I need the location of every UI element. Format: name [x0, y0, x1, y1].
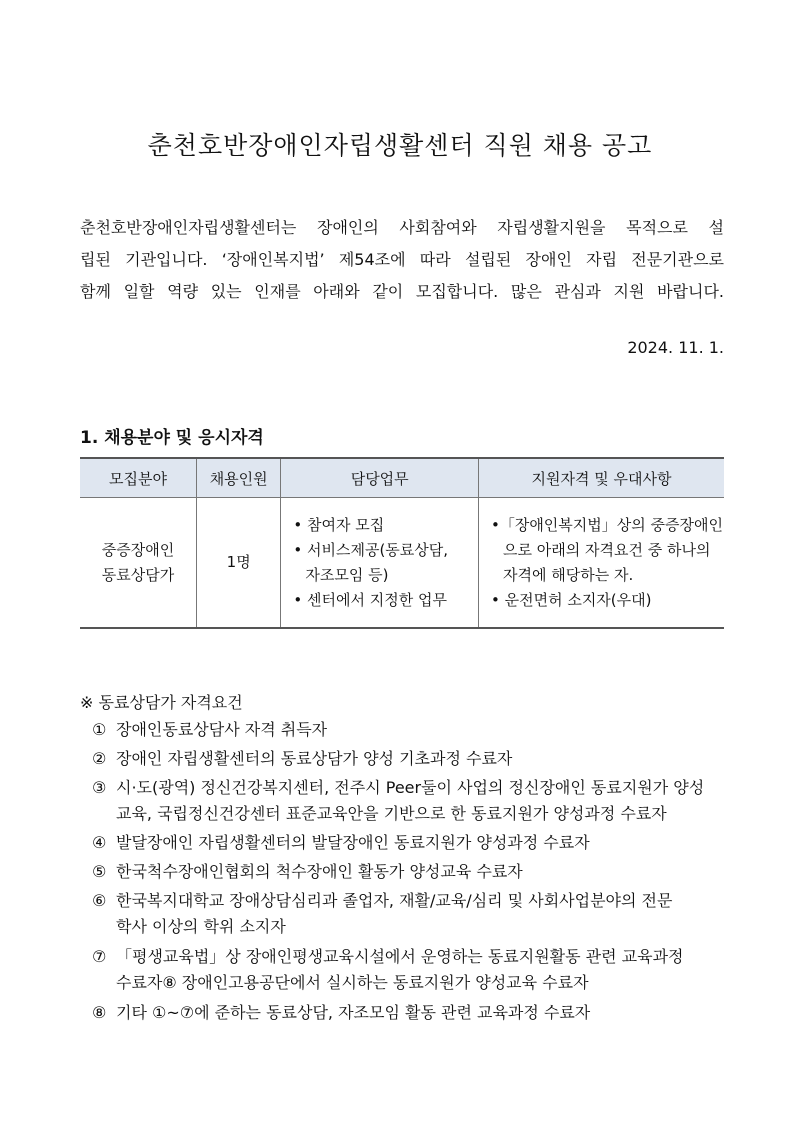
cell-duties [281, 498, 479, 629]
requirement-number: ③ [92, 778, 107, 797]
requirement-text-continued: 학사 이상의 학위 소지자 [116, 917, 286, 936]
field-line: 중증장애인 [101, 540, 175, 559]
table-header-row [80, 458, 724, 498]
field-line: 동료상담가 [101, 565, 175, 584]
header-field: 모집분야 [80, 458, 196, 498]
requirement-number: ④ [92, 833, 107, 852]
requirement-text: 발달장애인 자립생활센터의 발달장애인 동료지원가 양성과정 수료자 [116, 833, 590, 852]
requirement-number: ⑥ [92, 891, 107, 910]
qualification-line: • 운전면허 소지자(우대) [490, 590, 652, 609]
header-duties: 담당업무 [281, 458, 479, 498]
duty-line: • 서비스제공(동료상담, [293, 540, 449, 559]
qualification-line: 자격에 해당하는 자. [502, 565, 634, 584]
requirement-text: 시·도(광역) 정신건강복지센터, 전주시 Peer둘이 사업의 정신장애인 동료지원가 양성 [116, 778, 705, 797]
recruitment-table [80, 457, 724, 629]
announcement-date: 2024. 11. 1. [627, 338, 724, 357]
requirement-item [92, 746, 512, 772]
header-count: 채용인원 [196, 458, 280, 498]
cell-count: 1명 [196, 498, 280, 629]
requirement-item [92, 888, 672, 940]
header-qualifications: 지원자격 및 우대사항 [478, 458, 724, 498]
requirement-item [92, 1000, 590, 1026]
requirement-number: ⑤ [92, 862, 107, 881]
intro-line-2: 립된 기관입니다. ‘장애인복지법’ 제54조에 따라 설립된 장애인 자립 전문기관으로 [80, 250, 724, 269]
duty-line: • 참여자 모집 [293, 515, 385, 534]
duty-line: • 센터에서 지정한 업무 [293, 590, 447, 609]
requirement-number: ⑧ [92, 1003, 107, 1022]
requirement-item [92, 717, 327, 743]
requirement-item [92, 859, 523, 885]
section-heading: 1. 채용분야 및 응시자격 [80, 428, 264, 448]
requirement-text: 한국복지대학교 장애상담심리과 졸업자, 재활/교육/심리 및 사회사업분야의 전문 [116, 891, 673, 910]
requirement-text-continued: 교육, 국립정신건강센터 표준교육안을 기반으로 한 동료지원가 양성과정 수료자 [116, 804, 667, 823]
requirement-text: 「평생교육법」상 장애인평생교육시설에서 운영하는 동료지원활동 관련 교육과정 [116, 947, 684, 966]
table-row [80, 498, 724, 629]
requirement-item [92, 775, 704, 827]
cell-qualifications [478, 498, 724, 629]
qualification-line: •「장애인복지법」상의 중증장애인 [490, 515, 723, 534]
cell-field [80, 498, 196, 629]
requirement-text: 기타 ①~⑦에 준하는 동료상담, 자조모임 활동 관련 교육과정 수료자 [116, 1003, 591, 1022]
requirement-text-continued: 수료자⑧ 장애인고용공단에서 실시하는 동료지원가 양성교육 수료자 [116, 973, 589, 992]
intro-line-1: 춘천호반장애인자립생활센터는 장애인의 사회참여와 자립생활지원을 목적으로 설 [80, 218, 724, 237]
intro-line-3: 함께 일할 역량 있는 인재를 아래와 같이 모집합니다. 많은 관심과 지원 바랍니다. [80, 282, 724, 301]
requirement-number: ⑦ [92, 947, 107, 966]
requirement-text: 장애인동료상담사 자격 취득자 [116, 720, 328, 739]
requirements-heading: ※ 동료상담가 자격요건 [80, 693, 243, 712]
requirement-text: 한국척수장애인협회의 척수장애인 활동가 양성교육 수료자 [116, 862, 523, 881]
requirement-item [92, 944, 683, 996]
duty-line: 자조모임 등) [305, 565, 389, 584]
requirement-text: 장애인 자립생활센터의 동료상담가 양성 기초과정 수료자 [116, 749, 513, 768]
qualification-line: 으로 아래의 자격요건 중 하나의 [502, 540, 711, 559]
page-title: 춘천호반장애인자립생활센터 직원 채용 공고 [147, 131, 653, 160]
requirement-number: ② [92, 749, 107, 768]
requirement-item [92, 830, 590, 856]
requirement-number: ① [92, 720, 107, 739]
